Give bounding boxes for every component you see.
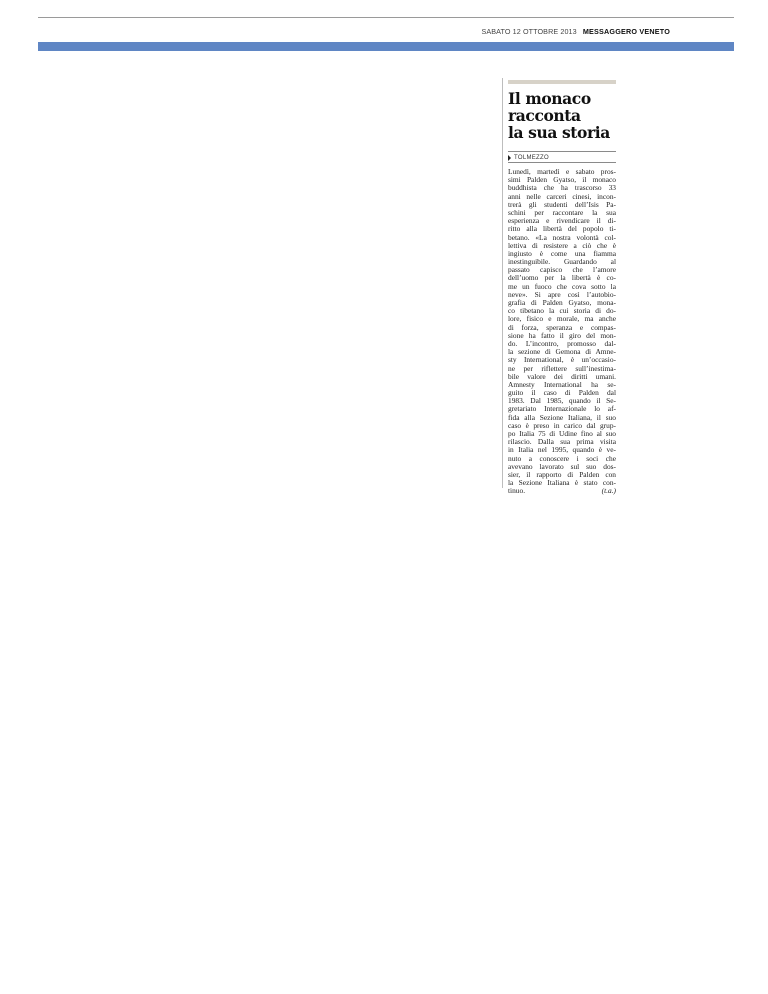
body-line: Amnesty International ha se- bbox=[508, 379, 616, 389]
body-line: bile valore dei diritti umani. bbox=[508, 371, 616, 381]
body-line: Lunedì, martedì e sabato pros- bbox=[508, 167, 616, 176]
body-line: dell’uomo per la libertà è co- bbox=[508, 273, 616, 283]
body-line: inestinguibile. Guardando al bbox=[508, 257, 616, 267]
body-line: sier, il rapporto di Palden con bbox=[508, 469, 616, 479]
body-line: neve». Si apre così l’autobio- bbox=[508, 289, 616, 299]
body-line: avevano lavorato sul suo dos- bbox=[508, 461, 616, 471]
body-line: ne per riflettere sull’inestima- bbox=[508, 363, 616, 373]
body-line: 1983. Dal 1985, quando il Se- bbox=[508, 396, 616, 406]
body-line: rilascio. Dalla sua prima visita bbox=[508, 437, 616, 447]
body-line: la sezione di Gemona di Amne- bbox=[508, 347, 616, 357]
article-body bbox=[508, 168, 616, 496]
body-line: co tibetano la cui storia di do- bbox=[508, 306, 616, 316]
location-rule-top bbox=[508, 151, 616, 152]
body-line: grafia di Palden Gyatso, mona- bbox=[508, 298, 616, 307]
body-line: anni nelle carceri cinesi, incon- bbox=[508, 191, 616, 201]
body-line: betano. «La nostra volontà col- bbox=[508, 232, 616, 242]
location-rule-bottom bbox=[508, 162, 616, 163]
body-line: in Italia nel 1995, quando è ve- bbox=[508, 445, 616, 455]
body-line: di forza, speranza e compas- bbox=[508, 322, 616, 332]
headline-top-band bbox=[508, 80, 616, 84]
body-line: buddhista che ha trascorso 33 bbox=[508, 183, 616, 193]
column-separator bbox=[502, 78, 503, 488]
body-line: do. L’incontro, promosso dal- bbox=[508, 338, 616, 348]
body-line: gretariato Internazionale lo af- bbox=[508, 404, 616, 414]
body-line: guito il caso di Palden dal bbox=[508, 388, 616, 398]
body-line: caso è preso in carico dal grup- bbox=[508, 420, 616, 430]
body-final-line bbox=[508, 487, 616, 495]
body-line: simi Palden Gyatso, il monaco bbox=[508, 175, 616, 185]
body-line: fida alla Sezione Italiana, il suo bbox=[508, 412, 616, 422]
body-line: trerà gli studenti dell’Isis Pa- bbox=[508, 199, 616, 209]
body-line: ingiusto è come una fiamma bbox=[508, 248, 616, 258]
body-line: sione ha fatto il giro del mon- bbox=[508, 330, 616, 340]
body-line: lettiva di resistere a ciò che è bbox=[508, 240, 616, 250]
article-location: TOLMEZZO bbox=[514, 155, 549, 161]
page-header bbox=[481, 27, 670, 36]
header-date: SABATO 12 OTTOBRE 2013 bbox=[481, 27, 577, 36]
masthead: MESSAGGERO VENETO bbox=[582, 27, 670, 36]
body-line: esperienza e rivendicare il di- bbox=[508, 216, 616, 226]
triangle-marker-icon bbox=[508, 155, 511, 161]
body-line: po Italia 75 di Udine fino al suo bbox=[508, 429, 616, 438]
body-line-end: tinuo. bbox=[508, 486, 526, 496]
body-line: lore, fisico e morale, ma anche bbox=[508, 314, 616, 324]
top-rule bbox=[38, 17, 734, 18]
body-line: la Sezione Italiana è stato con- bbox=[508, 478, 616, 488]
body-line: nuto a conoscere i soci che bbox=[508, 453, 616, 463]
body-line: schini per raccontare la sua bbox=[508, 207, 616, 217]
article-headline: Il monaco racconta la sua storia bbox=[508, 89, 610, 142]
body-line: passato capisco che l’amore bbox=[508, 265, 616, 275]
header-color-band bbox=[38, 42, 734, 51]
body-line: ritto alla libertà del popolo ti- bbox=[508, 224, 616, 234]
body-line: me un fuoco che cova sotto la bbox=[508, 281, 616, 291]
body-line: sty International, è un’occasio- bbox=[508, 355, 616, 365]
author-signature: (t.a.) bbox=[601, 486, 616, 496]
